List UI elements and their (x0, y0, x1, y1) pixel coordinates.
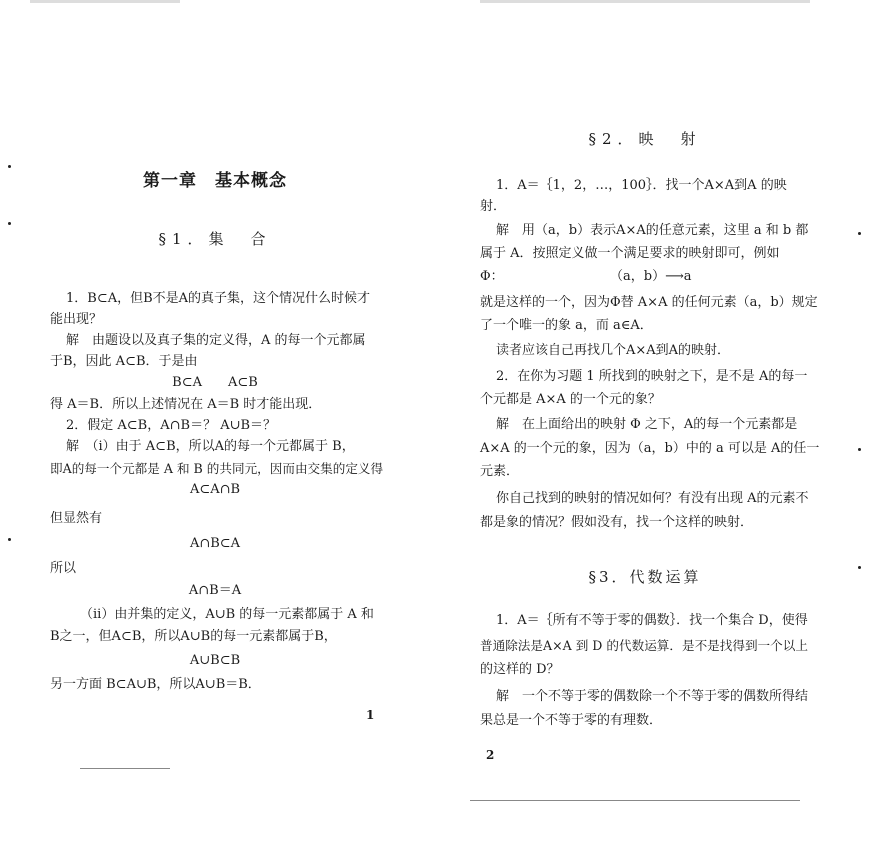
text-line: 但显然有 (50, 511, 103, 526)
formula-line: A∩B⊂A (189, 536, 241, 551)
text-line: 另一方面 B⊂A∪B，所以A∪B＝B． (50, 677, 261, 692)
left-page (0, 0, 430, 842)
formula-line: A∩B＝A (188, 583, 242, 598)
text-line: 于B，因此 A⊂B．于是由 (50, 354, 198, 369)
text-line: 解 （i）由于 A⊂B，所以A的每一个元都属于 B， (66, 439, 355, 454)
text-line: 的这样的 D？ (480, 662, 560, 677)
text-line: Φ： (480, 269, 504, 284)
text-line: 2．在你为习题 1 所找到的映射之下，是不是 A的每一 (496, 369, 808, 384)
text-line: B之一，但A⊂B，所以A∪B的每一元素都属于B， (50, 629, 337, 644)
section-title: §1．集 合 (158, 230, 272, 248)
text-line: 了一个唯一的象 a，而 a∈A． (480, 318, 653, 333)
section-title: §2．映 射 (588, 130, 702, 148)
text-line: 得 A＝B．所以上述情况在 A＝B 时才能出现． (50, 397, 322, 412)
text-line: 1．A＝｛所有不等于零的偶数｝．找一个集合 D，使得 (496, 613, 808, 628)
right-page (440, 0, 870, 842)
page-edge-line (470, 800, 800, 801)
text-line: A×A 的一个元的象，因为（a，b）中的 a 可以是 A的任一 (480, 441, 820, 456)
text-line: （ii）由并集的定义，A∪B 的每一元素都属于 A 和 (80, 607, 374, 622)
page-number: 1 (366, 708, 375, 722)
text-line: 所以 (50, 561, 77, 576)
chapter-title: 第一章 基本概念 (143, 171, 287, 191)
text-line: 普通除法是A×A 到 D 的代数运算．是不是找得到一个以上 (480, 638, 808, 653)
text-line: 解 一个不等于零的偶数除一个不等于零的偶数所得结 (496, 689, 809, 704)
text-line: 属于 A．按照定义做一个满足要求的映射即可，例如 (480, 246, 780, 261)
text-line: 个元都是 A×A 的一个元的象？ (480, 392, 661, 407)
page-number: 2 (486, 748, 495, 762)
text-line: 即A的每一个元都是 A 和 B 的共同元，因而由交集的定义得 (50, 461, 384, 476)
text-line: 射． (480, 199, 507, 214)
formula-line: （a，b）⟶a (610, 269, 692, 284)
text-line: 2．假定 A⊂B，A∩B＝？ A∪B＝？ (66, 418, 277, 433)
text-line: 都是象的情况？假如没有，找一个这样的映射． (480, 515, 754, 530)
page-edge-line (80, 768, 170, 769)
text-line: 解 用（a，b）表示A×A的任意元素，这里 a 和 b 都 (496, 223, 809, 238)
section-title: §3．代数运算 (588, 568, 702, 586)
text-line: 读者应该自己再找几个A×A到A的映射． (496, 343, 731, 358)
text-line: 1．B⊂A，但B不是A的真子集，这个情况什么时候才 (66, 291, 371, 306)
text-line: 解 由题设以及真子集的定义得，A 的每一个元都属 (66, 333, 366, 348)
text-line: 就是这样的一个，因为Φ替 A×A 的任何元素（a，b）规定 (480, 295, 818, 310)
formula-line: A⊂A∩B (189, 482, 241, 497)
text-line: 解 在上面给出的映射 Φ 之下，A的每一个元素都是 (496, 417, 798, 432)
text-line: 果总是一个不等于零的有理数． (480, 713, 663, 728)
text-line: 你自己找到的映射的情况如何？有没有出现 A的元素不 (496, 491, 809, 506)
formula-line: B⊂A A⊂B (172, 375, 258, 390)
text-line: 能出现？ (50, 312, 103, 327)
text-line: 元素． (480, 464, 520, 479)
formula-line: A∪B⊂B (189, 653, 241, 668)
text-line: 1．A＝｛1，2，…，100｝．找一个A×A到A 的映 (496, 178, 787, 193)
